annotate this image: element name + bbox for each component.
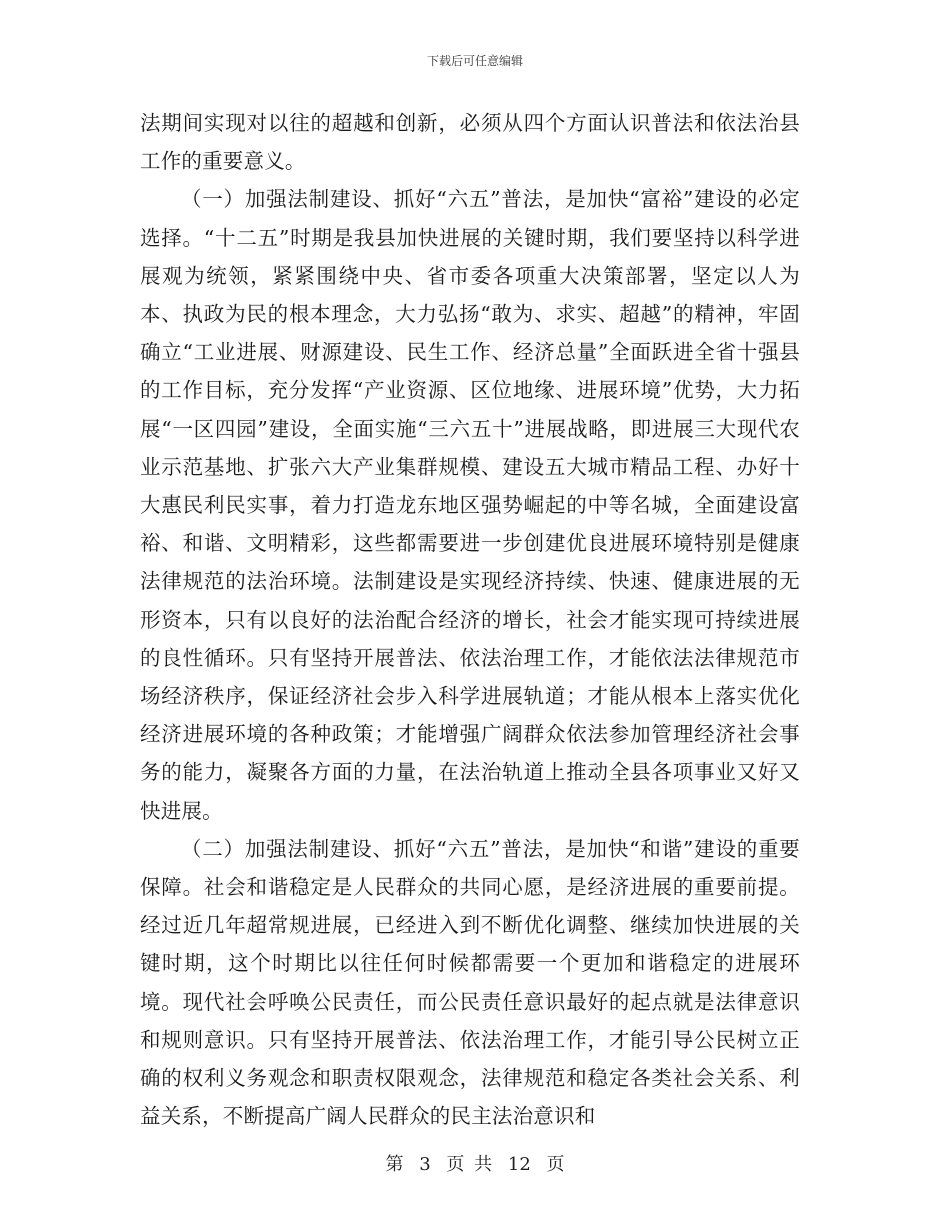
paragraph-section-two: （二）加强法制建设、抓好“六五”普法，是加快“和谐”建设的重要保障。社会和谐稳定是人民群众的共同心愿，是经济进展的重要前提。经过近几年超常规进展，已经进入到不断优化调整、继续加快进展的关键时期，这个时期比以往任何时候都需要一个更加和谐稳定的进展环境。现代社会呼唤公民责任，而公民责任意识最好的起点就是法律意识和规则意识。只有坚持开展普法、依法治理工作，才能引导公民树立正确的权利义务观念和职责权限观念，法律规范和稳定各类社会关系、利益关系，不断提高广阔人民群众的民主法治意识和 [140, 836, 800, 1129]
document-body [140, 104, 800, 1135]
footer-suffix: 页 [546, 1154, 565, 1175]
footer-mid: 页 共 [446, 1154, 493, 1175]
page-footer [0, 1150, 950, 1176]
paragraph-section-one: （一）加强法制建设、抓好“六五”普法，是加快“富裕”建设的必定选择。“十二五”时期是我县加快进展的关键时期，我们要坚持以科学进展观为统领，紧紧围绕中央、省市委各项重大决策部署，坚定以人为本、执政为民的根本理念，大力弘扬“敢为、求实、超越”的精神，牢固确立“工业进展、财源建设、民生工作、经济总量”全面跃进全省十强县的工作目标，充分发挥“产业资源、区位地缘、进展环境”优势，大力拓展“一区四园”建设，全面实施“三六五十”进展战略，即进展三大现代农业示范基地、扩张六大产业集群规模、建设五大城市精品工程、办好十大惠民利民实事，着力打造龙东地区强势崛起的中等名城，全面建设富裕、和谐、文明精彩，这些都需要进一步创建优良进展环境特别是健康法律规范的法治环境。法制建设是实现经济持续、快速、健康进展的无形资本，只有以良好的法治配合经济的增长，社会才能实现可持续进展的良性循环。只有坚持开展普法、依法治理工作，才能依法法律规范市场经济秩序，保证经济社会步入科学进展轨道；才能从根本上落实优化经济进展环境的各种政策；才能增强广阔群众依法参加管理经济社会事务的能力，凝聚各方面的力量，在法治轨道上推动全县各项事业又好又快进展。 [140, 187, 800, 823]
footer-current-page: 3 [419, 1154, 431, 1175]
header-note: 下载后可任意编辑 [426, 54, 523, 68]
footer-total-pages: 12 [507, 1154, 531, 1175]
paragraph-continuation: 法期间实现对以往的超越和创新，必须从四个方面认识普法和依法治县工作的重要意义。 [140, 111, 800, 174]
footer-prefix: 第 [385, 1154, 404, 1175]
